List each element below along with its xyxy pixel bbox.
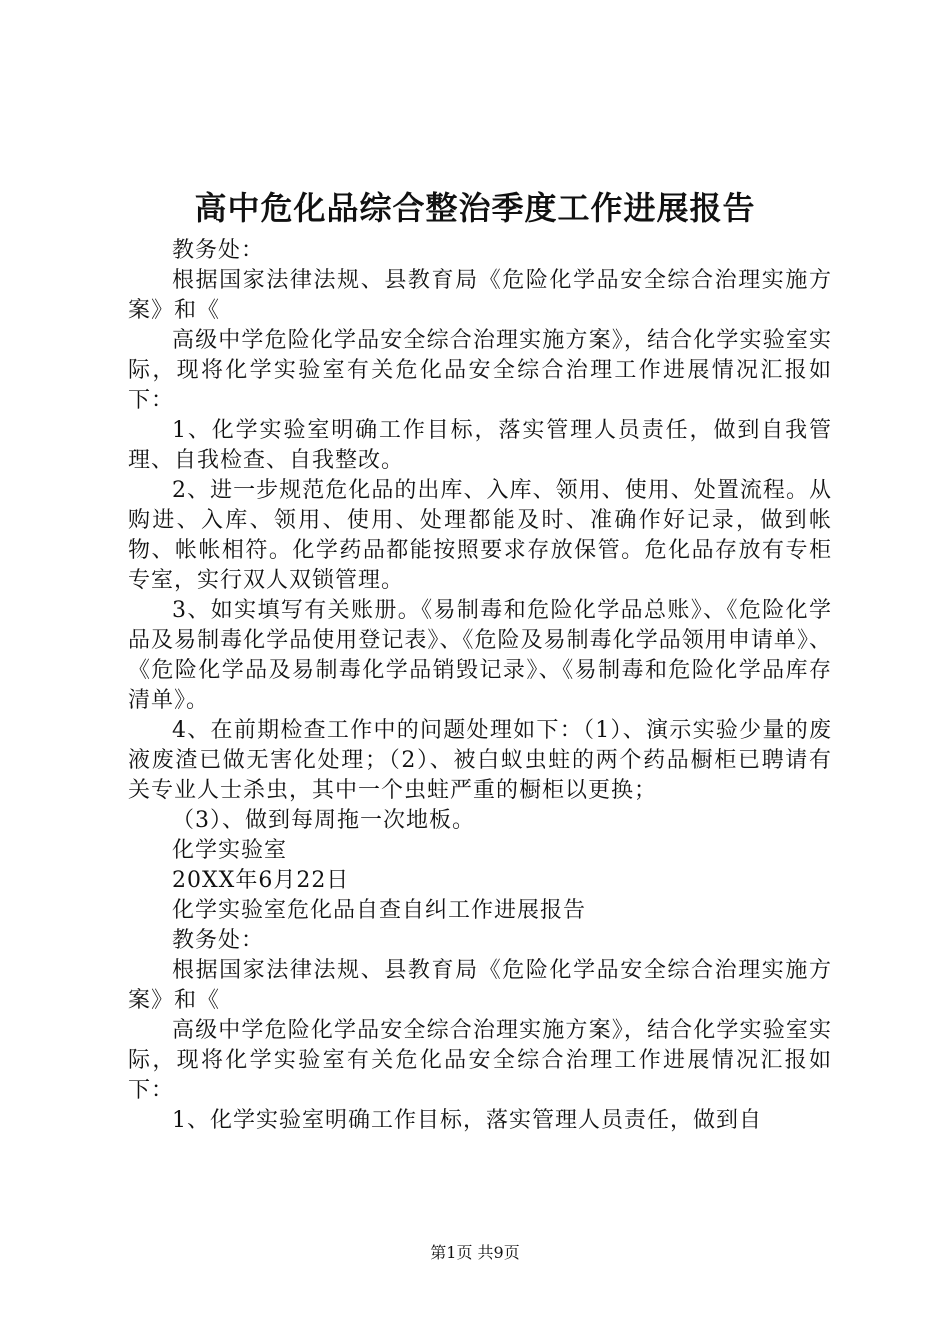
paragraph-intro-2: 根据国家法律法规、县教育局《危险化学品安全综合治理实施方案》和《 — [128, 958, 832, 1013]
paragraph-intro-continued-2: 高级中学危险化学品安全综合治理实施方案》，结合化学实验室实际，现将化学实验室有关危化品安全综合治理工作进展情况汇报如下： — [128, 1018, 832, 1103]
paragraph-item-4-sub: （3）、做到每周拖一次地板。 — [172, 808, 475, 833]
document-body — [128, 236, 832, 1136]
document-title: 高中危化品综合整治季度工作进展报告 — [194, 189, 756, 227]
paragraph-date: 20XX年6月22日 — [172, 868, 350, 893]
paragraph-item-1: 1、化学实验室明确工作目标，落实管理人员责任，做到自我管理、自我检查、自我整改。 — [128, 418, 832, 473]
paragraph-item-2: 2、进一步规范危化品的出库、入库、领用、使用、处置流程。从购进、入库、领用、使用、处理都能及时、准确作好记录，做到帐物、帐帐相符。化学药品都能按照要求存放保管。危化品存放有专柜专室，实行双人双锁管理。 — [128, 478, 832, 593]
paragraph-salutation-2: 教务处： — [172, 928, 265, 953]
paragraph-second-title: 化学实验室危化品自查自纠工作进展报告 — [172, 898, 587, 923]
paragraph-intro-continued: 高级中学危险化学品安全综合治理实施方案》，结合化学实验室实际，现将化学实验室有关危化品安全综合治理工作进展情况汇报如下： — [128, 328, 832, 413]
paragraph-item-1-second: 1、化学实验室明确工作目标，落实管理人员责任，做到自 — [172, 1108, 762, 1133]
paragraph-item-4: 4、在前期检查工作中的问题处理如下：（1）、演示实验少量的废液废渣已做无害化处理；（2）、被白蚁虫蛀的两个药品橱柜已聘请有关专业人士杀虫，其中一个虫蛀严重的橱柜以更换； — [128, 718, 832, 803]
paragraph-signature: 化学实验室 — [172, 838, 288, 863]
paragraph-item-3: 3、如实填写有关账册。《易制毒和危险化学品总账》、《危险化学品及易制毒化学品使用登记表》、《危险及易制毒化学品领用申请单》、《危险化学品及易制毒化学品销毁记录》、《易制毒和危险化学品库存清单》。 — [128, 598, 832, 713]
paragraph-salutation: 教务处： — [172, 238, 265, 263]
page-indicator: 第1页 共9页 — [430, 1243, 520, 1262]
paragraph-intro: 根据国家法律法规、县教育局《危险化学品安全综合治理实施方案》和《 — [128, 268, 832, 323]
